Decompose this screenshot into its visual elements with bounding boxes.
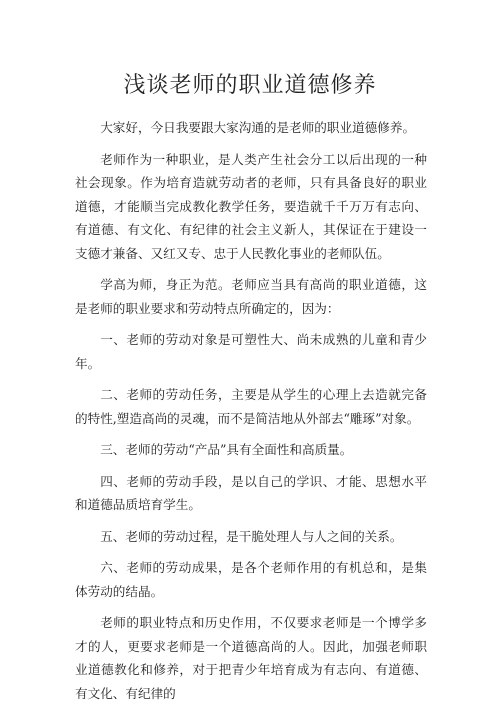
paragraph: 老师作为一种职业，是人类产生社会分工以后出现的一种社会现象。作为培育造就劳动者的老师，只有具备良好的职业道德，才能顺当完成教化教学任务，要造就千千万万有志向、有道德、有文化、有纪律的社会主义新人，其保证在于建设一支德才兼备、又红又专、忠于人民教化事业的老师队伍。 <box>75 151 427 261</box>
paragraph: 学高为师，身正为范。老师应当具有高尚的职业道德，这是老师的职业要求和劳动特点所确定的，因为： <box>75 277 427 316</box>
paragraph: 老师的职业特点和历史作用，不仅要求老师是一个博学多才的人，更要求老师是一个道德高尚的人。因此，加强老师职业道德教化和修养，对于把青少年培育成为有志向、有道德、有文化、有纪律的 <box>75 615 427 701</box>
paragraph: 三、老师的劳动“产品”具有全面性和高质量。 <box>100 442 353 457</box>
paragraph: 六、老师的劳动成果，是各个老师作用的有机总和，是集体劳动的结晶。 <box>75 560 427 599</box>
paragraph: 四、老师的劳动手段，是以自己的学识、才能、思想水平和道德品质培育学生。 <box>75 473 427 512</box>
paragraph: 大家好，今日我要跟大家沟通的是老师的职业道德修养。 <box>100 120 416 135</box>
paragraph: 一、老师的劳动对象是可塑性大、尚未成熟的儿童和青少年。 <box>75 332 427 371</box>
paragraph: 五、老师的劳动过程，是干脆处理人与人之间的关系。 <box>100 528 403 544</box>
document-title: 浅谈老师的职业道德修养 <box>123 73 377 98</box>
paragraph: 二、老师的劳动任务，主要是从学生的心理上去造就完备的特性,塑造高尚的灵魂，而不是简洁地从外部去“雕琢”对象。 <box>75 387 427 426</box>
document-body <box>75 116 427 713</box>
